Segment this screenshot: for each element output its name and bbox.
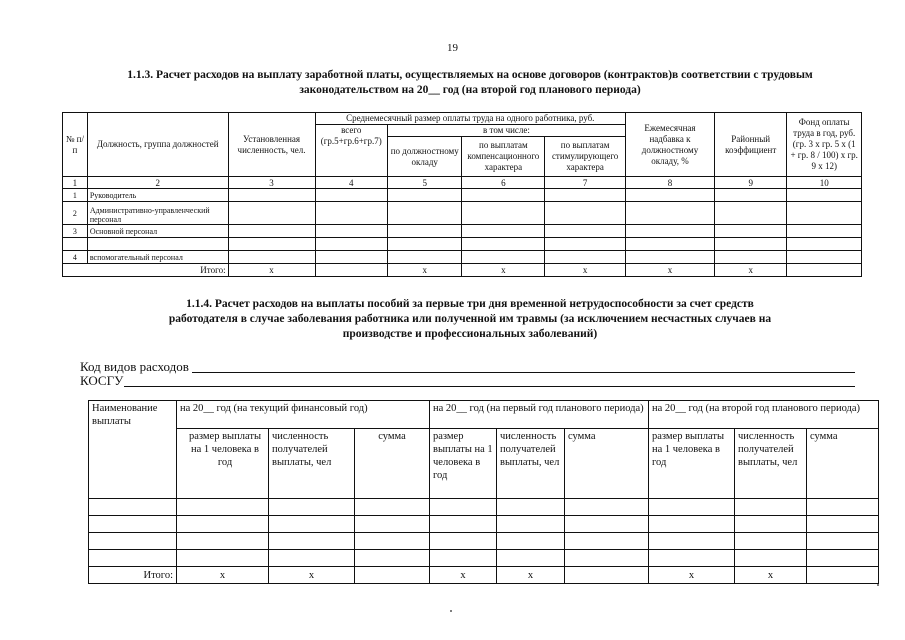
section-2-title-line-3: производстве и профессиональных заболеваний) bbox=[342, 328, 598, 340]
x-mark: х bbox=[228, 264, 315, 277]
header-recipients: численность получателей выплаты, чел bbox=[269, 429, 355, 499]
section-1-title-line-1: 1.1.3. Расчет расходов на выплату заработной платы, осуществляемых на основе договоров (контрактов)в соответствии с трудовым bbox=[127, 69, 813, 81]
header-total: всего (гр.5+гр.6+гр.7) bbox=[315, 125, 387, 177]
header-period-second: на 20__ год (на второй год планового периода) bbox=[649, 401, 879, 429]
table-row bbox=[63, 251, 862, 264]
total-label: Итого: bbox=[89, 567, 177, 584]
row-num: 3 bbox=[63, 225, 88, 238]
header-num: № п/п bbox=[63, 113, 88, 177]
header-sum: сумма bbox=[355, 429, 430, 499]
kosgu-rule bbox=[124, 386, 855, 387]
expense-code-rule bbox=[192, 372, 855, 373]
row-label: вспомогательный персонал bbox=[87, 251, 228, 264]
table-row bbox=[89, 516, 879, 533]
header-amount-per-person: размер выплаты на 1 человека в год bbox=[177, 429, 269, 499]
header-including: в том числе: bbox=[387, 125, 625, 137]
table-row bbox=[89, 550, 879, 567]
scan-speck bbox=[450, 610, 452, 612]
header-recipients: численность получателей выплаты, чел bbox=[497, 429, 565, 499]
header-period-current: на 20__ год (на текущий финансовый год) bbox=[177, 401, 430, 429]
section-1-title-line-2: законодательством на 20__ год (на второй год планового периода) bbox=[299, 84, 641, 96]
row-num: 1 bbox=[63, 189, 88, 202]
x-mark: х bbox=[625, 264, 714, 277]
x-mark: х bbox=[269, 567, 355, 584]
header-base-salary: по должностному окладу bbox=[387, 137, 462, 177]
x-mark: х bbox=[177, 567, 269, 584]
col-number: 5 bbox=[387, 177, 462, 189]
row-label: Административно-управленческий персонал bbox=[87, 202, 228, 225]
table-row bbox=[63, 238, 862, 251]
kosgu-line bbox=[80, 374, 855, 388]
col-number: 6 bbox=[462, 177, 545, 189]
header-position: Должность, группа должностей bbox=[87, 113, 228, 177]
col-number: 1 bbox=[63, 177, 88, 189]
total-label: Итого: bbox=[63, 264, 229, 277]
header-amount-per-person: размер выплаты на 1 человека в год bbox=[430, 429, 497, 499]
section-2-title-line-2: работодателя в случае заболевания работника или полученной им травмы (за исключением несчастных случаев на bbox=[168, 313, 772, 325]
header-sum: сумма bbox=[807, 429, 879, 499]
header-period-first: на 20__ год (на первый год планового периода) bbox=[430, 401, 649, 429]
row-label: Руководитель bbox=[87, 189, 228, 202]
salary-calculation-table bbox=[62, 112, 862, 277]
x-mark: х bbox=[462, 264, 545, 277]
expense-code-line bbox=[80, 360, 855, 374]
total-row bbox=[89, 567, 879, 584]
x-mark: х bbox=[497, 567, 565, 584]
table-row bbox=[63, 202, 862, 225]
section-2-title-line-1: 1.1.4. Расчет расходов на выплаты пособий за первые три дня временной нетрудоспособности за счет средств bbox=[186, 298, 754, 310]
total-row bbox=[63, 264, 862, 277]
header-amount-per-person: размер выплаты на 1 человека в год bbox=[649, 429, 735, 499]
x-mark: х bbox=[649, 567, 735, 584]
x-mark: х bbox=[545, 264, 626, 277]
row-num: 2 bbox=[63, 202, 88, 225]
col-number: 2 bbox=[87, 177, 228, 189]
row-num: 4 bbox=[63, 251, 88, 264]
header-sum: сумма bbox=[565, 429, 649, 499]
header-compensation: по выплатам компенсационного характера bbox=[462, 137, 545, 177]
row-num bbox=[63, 238, 88, 251]
row-label: Основной персонал bbox=[87, 225, 228, 238]
section-2-title bbox=[100, 297, 840, 342]
header-recipients: численность получателей выплаты, чел bbox=[735, 429, 807, 499]
table-row bbox=[63, 189, 862, 202]
table-row bbox=[89, 533, 879, 550]
sick-leave-benefits-table bbox=[88, 400, 879, 584]
section-1-title bbox=[70, 68, 870, 98]
col-number: 10 bbox=[787, 177, 862, 189]
table-row bbox=[89, 499, 879, 516]
expense-code-label: Код видов расходов bbox=[80, 359, 189, 374]
col-number: 7 bbox=[545, 177, 626, 189]
col-number: 9 bbox=[714, 177, 786, 189]
header-incentive: по выплатам стимулирующего характера bbox=[545, 137, 626, 177]
col-number: 8 bbox=[625, 177, 714, 189]
header-avg-salary: Среднемесячный размер оплаты труда на одного работника, руб. bbox=[315, 113, 625, 125]
x-mark: х bbox=[714, 264, 786, 277]
table-row bbox=[63, 225, 862, 238]
x-mark: х bbox=[735, 567, 807, 584]
kosgu-label: КОСГУ bbox=[80, 373, 124, 388]
x-mark: х bbox=[430, 567, 497, 584]
header-regional-coef: Районный коэффициент bbox=[714, 113, 786, 177]
page-number: 19 bbox=[447, 42, 458, 54]
header-payroll-fund: Фонд оплаты труда в год, руб. (гр. 3 х гр. 5 х (1 + гр. 8 / 100) х гр. 9 х 12) bbox=[787, 113, 862, 177]
header-monthly-bonus: Ежемесячная надбавка к должностному окладу, % bbox=[625, 113, 714, 177]
col-number: 4 bbox=[315, 177, 387, 189]
row-label bbox=[87, 238, 228, 251]
header-headcount: Установленная численность, чел. bbox=[228, 113, 315, 177]
scan-speck bbox=[877, 584, 879, 586]
x-mark: х bbox=[387, 264, 462, 277]
header-payment-name: Наименование выплаты bbox=[89, 401, 177, 499]
col-number: 3 bbox=[228, 177, 315, 189]
